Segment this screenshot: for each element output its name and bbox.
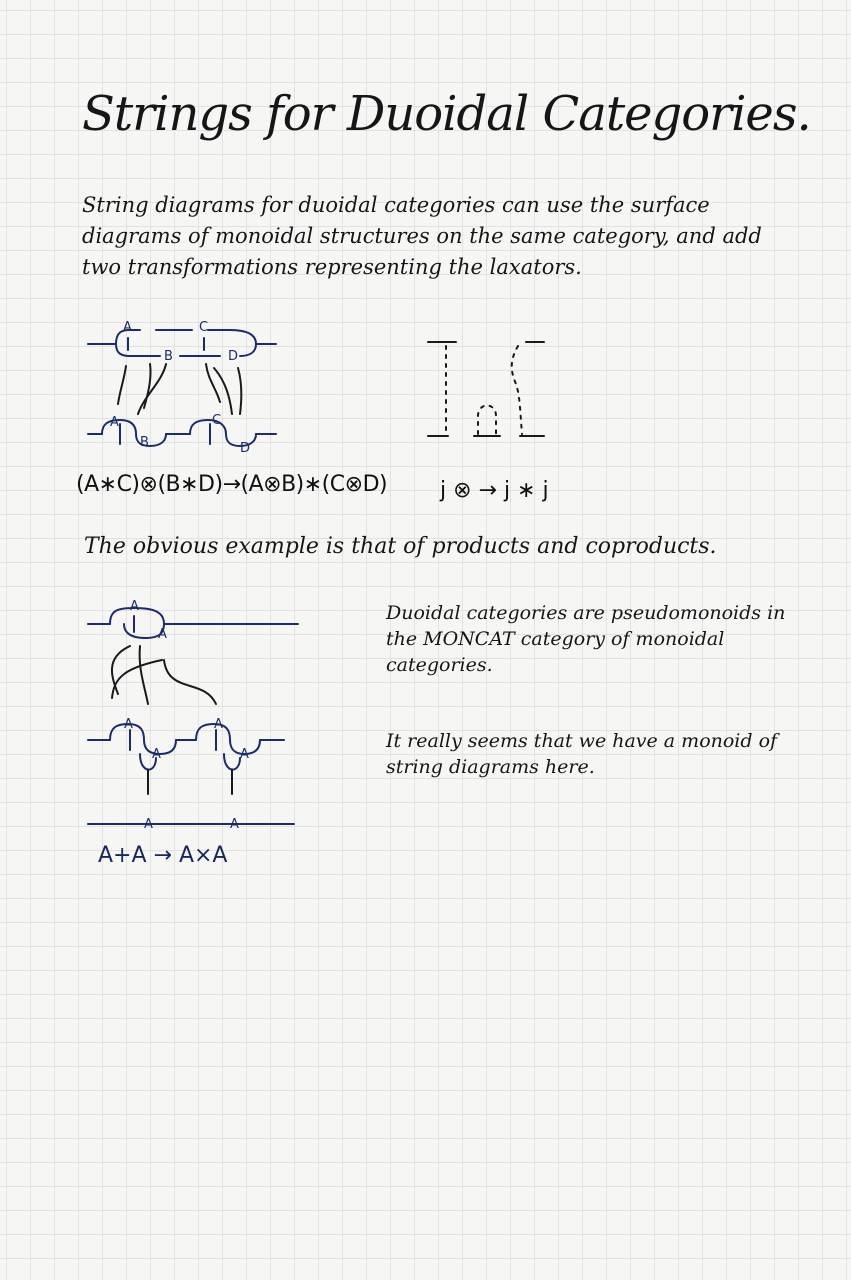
fig1-label-b-top: B — [164, 349, 173, 364]
fig1-label-d-bottom: D — [240, 441, 251, 456]
crossing-strings — [118, 364, 241, 414]
top-monoid-wire — [88, 608, 298, 638]
page-title: Strings for Duoidal Categories. — [82, 86, 811, 142]
fig1-label-a-bottom: A — [110, 415, 119, 430]
fig1-label-a-top: A — [123, 320, 132, 335]
fig3-label-6: A — [144, 817, 153, 832]
fig1-label-d-top: D — [228, 349, 239, 364]
fig3-label-5: A — [240, 747, 249, 762]
fig1-label-b-bottom: B — [140, 435, 149, 450]
products-equation: A+A → A×A — [98, 843, 228, 868]
fig3-label-0: A — [130, 599, 139, 614]
intro-paragraph: String diagrams for duoidal categories can use the surface diagrams of monoidal structures on the same category, and add two transformations representing the laxators. — [82, 193, 762, 279]
laxator-equation: (A∗C)⊗(B∗D)→(A⊗B)∗(C⊗D) — [76, 472, 388, 497]
middle-monoids — [88, 724, 284, 794]
example-sentence: The obvious example is that of products and coproducts. — [84, 534, 717, 559]
fig3-label-7: A — [230, 817, 239, 832]
fig3-label-2: A — [124, 717, 133, 732]
products-coproducts-diagram — [84, 598, 304, 838]
unit-laxator-equation: j ⊗ → j ∗ j — [440, 478, 549, 503]
unit-laxator-diagram — [420, 330, 560, 450]
fig3-label-1: A — [158, 627, 167, 642]
fig1-label-c-bottom: C — [212, 413, 222, 428]
note-monoid: It really seems that we have a monoid of string diagrams here. — [386, 730, 778, 778]
fig1-label-c-top: C — [199, 320, 209, 335]
laxator-diagram — [80, 318, 300, 458]
crossing-strings — [112, 646, 216, 704]
top-wire-structure — [88, 330, 276, 356]
note-pseudomonoids: Duoidal categories are pseudomonoids in the MONCAT category of monoidal categories. — [386, 602, 786, 676]
fig3-label-4: A — [214, 717, 223, 732]
fig3-label-3: A — [152, 747, 161, 762]
